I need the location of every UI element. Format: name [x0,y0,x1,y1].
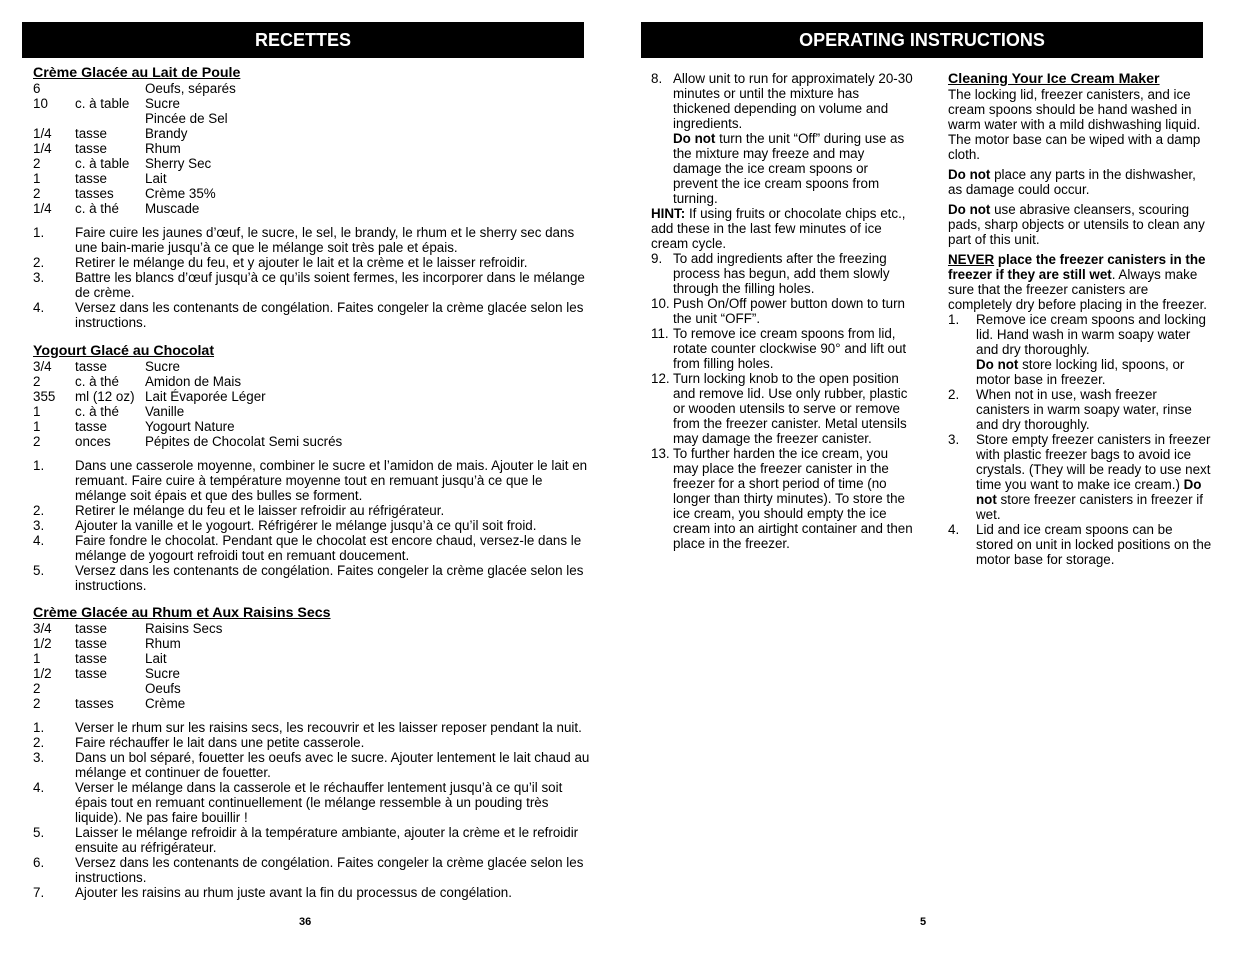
ingredient-name: Pépites de Chocolat Semi sucrés [145,434,343,449]
step-number: 11. [651,326,669,341]
step-number: 8. [651,71,663,86]
recipe [33,605,593,900]
step-text: Laisser le mélange refroidir à la température ambiante, ajouter la crème et le refroidir ensuite au réfrigérateur. [75,825,579,855]
ingredient-qty: 1 [33,404,41,419]
recipe-step [33,518,593,533]
ingredient-unit: tasses [75,696,114,711]
recipe [33,343,593,593]
ingredient-row [33,404,593,419]
ingredient-name: Vanille [145,404,185,419]
operating-instructions-banner: OPERATING INSTRUCTIONS [641,22,1203,58]
ingredient-qty: 1 [33,171,41,186]
recipe-step [33,533,593,563]
page-number-left: 36 [299,916,312,928]
recipe-title: Crème Glacée au Rhum et Aux Raisins Secs [33,605,331,621]
step-number: 6. [33,855,45,870]
ingredient-row [33,374,593,389]
cleaning-intro: The locking lid, freezer canisters, and ice cream spoons should be hand washed in warm water with a mild dishwashing liquid. The motor base can be wiped with a damp cloth. [948,87,1201,162]
step-text: To add ingredients after the freezing process has begun, add them slowly through the filling holes. [673,251,890,296]
ingredient-qty: 1/2 [33,666,52,681]
step-number: 13. [651,446,670,461]
ingredient-qty [33,111,75,126]
step-text: Battre les blancs d’œuf jusqu’à ce qu’ils soient fermes, les incorporer dans le mélange de crème. [75,270,585,300]
ingredient-unit: tasse [75,636,108,651]
recipe-step [33,300,593,330]
ingredient-qty: 1/4 [33,201,52,216]
recipe-step [33,735,593,750]
recettes-banner: RECETTES [22,22,584,58]
ingredient-qty: 6 [33,81,41,96]
ingredient-qty: 2 [33,156,41,171]
recipe-steps [33,225,593,330]
ingredient-qty: 2 [33,434,41,449]
ingredient-unit [75,81,145,96]
operating-step [651,296,913,326]
step-text: Verser le mélange dans la casserole et le réchauffer lentement jusqu’à ce qu’il soit épais tout en remuant continuellement (le mélange ressemble à un pouding très liquide). Ne pas faire bouillir ! [75,780,563,825]
ingredient-name: Sucre [145,666,180,681]
step-number: 3. [33,750,45,765]
step-text: Faire cuire les jaunes d’œuf, le sucre, le sel, le brandy, le rhum et le sherry sec dans une bain-marie jusqu’à ce que le mélange soit très pale et épais. [75,225,575,255]
hint-paragraph: HINT: If using fruits or chocolate chips etc., add these in the last few minutes of ice cream cycle. [651,206,906,251]
ingredient-name: Rhum [145,141,181,156]
step-text: Dans une casserole moyenne, combiner le sucre et l’amidon de mais. Ajouter le lait en remuant. Faire cuire à température moyenne tout en remuant jusqu’à ce que le mélange soit épais et que des bulles se forment. [75,458,588,503]
cleaning-column [948,71,1213,567]
step-number: 9. [651,251,663,266]
step-8 [651,71,913,206]
ingredient-unit [75,111,145,126]
recipe-step [33,503,593,518]
ingredient-row [33,681,593,696]
step-text: Versez dans les contenants de congélation. Faites congeler la crème glacée selon les instructions. [75,300,584,330]
page-number-right: 5 [920,916,927,928]
step-number: 2. [33,503,45,518]
ingredient-unit: tasse [75,171,108,186]
operating-step [651,251,913,296]
cleaning-title: Cleaning Your Ice Cream Maker [948,71,1160,87]
recipe-step [33,225,593,255]
ingredient-unit [75,681,145,696]
ingredient-row [33,96,593,111]
cleaning-abrasive-warning: Do not use abrasive cleansers, scouring pads, sharp objects or utensils to clean any part of this unit. [948,202,1205,247]
ingredient-row [33,389,593,404]
ingredient-name: Oeufs, séparés [145,81,236,96]
ingredient-qty: 2 [33,696,41,711]
step-text: Allow unit to run for approximately 20-30 minutes or until the mixture has thickened depending on volume and ingredients. [673,71,913,131]
cleaning-item-3: 3. Store empty freezer canisters in freezer with plastic freezer bags to avoid ice crystals. (They will be ready to use next time you want to make ice cream.) Do not store freezer canisters in freezer if wet. [948,432,1211,522]
operating-step [651,371,913,446]
step-text: To further harden the ice cream, you may place the freezer canister in the freezer for a short period of time (no longer than thirty minutes). To store the ice cream, you should empty the ice cream into an airtight container and then place in the freezer. [673,446,913,551]
ingredient-unit: tasses [75,186,114,201]
ingredient-qty: 3/4 [33,359,52,374]
step-number: 5. [33,563,45,578]
ingredient-row [33,651,593,666]
recipe-step [33,270,593,300]
ingredient-unit: tasse [75,621,108,636]
step-number: 2. [33,255,45,270]
recipe-step [33,855,593,885]
step-number: 1. [33,225,45,240]
ingredient-unit: tasse [75,359,108,374]
step-number: 4. [33,780,45,795]
step-warning: Do not turn the unit “Off” during use as the mixture may freeze and may damage the ice cream spoons or prevent the ice cream spoons from turning. [673,131,905,206]
step-number: 4. [33,533,45,548]
step-number: 10. [651,296,670,311]
ingredient-name: Brandy [145,126,188,141]
step-text: Retirer le mélange du feu, et y ajouter le lait et la crème et le laisser refroidir. [75,255,528,270]
recipe-step [33,885,593,900]
ingredient-qty: 1 [33,651,41,666]
operating-steps-list [651,251,913,551]
ingredient-name: Yogourt Nature [145,419,235,434]
step-text: Push On/Off power button down to turn the unit “OFF”. [673,296,905,326]
step-text: Versez dans les contenants de congélation. Faites congeler la crème glacée selon les instructions. [75,563,584,593]
step-number: 7. [33,885,45,900]
ingredient-unit: tasse [75,141,108,156]
step-text: Faire fondre le chocolat. Pendant que le chocolat est encore chaud, versez-le dans le mélange de yogourt refroidi tout en remuant doucement. [75,533,582,563]
recipe-title: Crème Glacée au Lait de Poule [33,65,241,81]
ingredient-unit: c. à table [75,156,130,171]
ingredient-unit: tasse [75,126,108,141]
step-number: 3. [33,518,45,533]
ingredient-unit: tasse [75,651,108,666]
ingredient-row [33,111,593,126]
step-number: 2. [33,735,45,750]
ingredient-name: Sucre [145,96,180,111]
ingredient-qty: 2 [33,681,41,696]
step-number: 5. [33,825,45,840]
ingredient-row [33,696,593,711]
ingredient-row [33,186,593,201]
operating-step [651,326,913,371]
operating-steps-column [651,71,913,551]
ingredient-name: Lait [145,171,167,186]
recipe-steps [33,720,593,900]
recipe-step [33,255,593,270]
cleaning-item-4: 4. Lid and ice cream spoons can be stored on unit in locked positions on the motor base for storage. [948,522,1212,567]
step-number: 12. [651,371,670,386]
ingredient-row [33,636,593,651]
ingredient-qty: 1/2 [33,636,52,651]
ingredient-qty: 3/4 [33,621,52,636]
ingredient-name: Muscade [145,201,200,216]
recipe-step [33,780,593,825]
ingredient-name: Lait Évaporée Léger [145,389,266,404]
ingredient-unit: c. à thé [75,374,119,389]
recipe-step [33,750,593,780]
step-text: Retirer le mélange du feu et le laisser refroidir au réfrigérateur. [75,503,445,518]
ingredient-name: Oeufs [145,681,181,696]
cleaning-never-warning: NEVER place the freezer canisters in the freezer if they are still wet. Always make sure that the freezer canisters are completely dry before placing in the freezer. [948,252,1208,312]
recipe-step [33,458,593,503]
cleaning-dishwasher-warning: Do not place any parts in the dishwasher, as damage could occur. [948,167,1196,197]
ingredient-qty: 1/4 [33,141,52,156]
ingredient-qty: 1 [33,419,41,434]
ingredient-unit: tasse [75,666,108,681]
ingredient-name: Raisins Secs [145,621,223,636]
step-text: Verser le rhum sur les raisins secs, les recouvrir et les laisser reposer pendant la nuit. [75,720,582,735]
recipe-title: Yogourt Glacé au Chocolat [33,343,215,359]
ingredient-row [33,666,593,681]
step-text: Ajouter la vanille et le yogourt. Réfrigérer le mélange jusqu’à ce qu’il soit froid. [75,518,537,533]
cleaning-item-2: 2. When not in use, wash freezer canisters in warm soapy water, rinse and dry thoroughly. [948,387,1192,432]
ingredient-row [33,359,593,374]
ingredient-row [33,141,593,156]
ingredient-unit: tasse [75,419,108,434]
ingredient-unit: c. à table [75,96,130,111]
ingredient-name: Sucre [145,359,180,374]
ingredient-unit: c. à thé [75,201,119,216]
ingredient-name: Rhum [145,636,181,651]
step-text: Versez dans les contenants de congélation. Faites congeler la crème glacée selon les instructions. [75,855,584,885]
ingredient-row [33,81,593,96]
ingredient-qty: 2 [33,374,41,389]
recipes-column [33,65,593,900]
step-text: Faire réchauffer le lait dans une petite casserole. [75,735,365,750]
ingredient-name: Crème [145,696,186,711]
ingredient-name: Amidon de Mais [145,374,242,389]
ingredient-qty: 355 [33,389,56,404]
ingredient-row [33,434,593,449]
ingredient-qty: 10 [33,96,48,111]
cleaning-item-1: 1. Remove ice cream spoons and locking lid. Hand wash in warm soapy water and dry thoroughly. Do not store locking lid, spoons, or motor base in freezer. [948,312,1206,387]
ingredient-unit: c. à thé [75,404,119,419]
recipe-steps [33,458,593,593]
ingredient-row [33,201,593,216]
ingredient-name: Crème 35% [145,186,216,201]
ingredient-row [33,419,593,434]
ingredient-unit: ml (12 oz) [75,389,135,404]
step-number: 4. [33,300,45,315]
operating-step [651,446,913,551]
ingredient-qty: 1/4 [33,126,52,141]
ingredient-row [33,156,593,171]
ingredient-qty: 2 [33,186,41,201]
step-number: 1. [33,720,45,735]
step-text: To remove ice cream spoons from lid, rotate counter clockwise 90° and lift out from filling holes. [673,326,907,371]
ingredient-name: Lait [145,651,167,666]
ingredient-row [33,126,593,141]
ingredient-row [33,171,593,186]
recipe-step [33,825,593,855]
recipe-step [33,563,593,593]
ingredient-row [33,621,593,636]
recipe [33,65,593,330]
ingredient-name: Pincée de Sel [145,111,228,126]
recipe-step [33,720,593,735]
step-text: Turn locking knob to the open position and remove lid. Use only rubber, plastic or wooden utensils to serve or remove from the freezer canister. Metal utensils may damage the freezer canister. [673,371,908,446]
step-text: Dans un bol séparé, fouetter les oeufs avec le sucre. Ajouter lentement le lait chaud au mélange et continuer de fouetter. [75,750,590,780]
ingredient-unit: onces [75,434,111,449]
step-text: Ajouter les raisins au rhum juste avant la fin du processus de congélation. [75,885,512,900]
step-number: 1. [33,458,45,473]
step-number: 3. [33,270,45,285]
ingredient-name: Sherry Sec [145,156,212,171]
